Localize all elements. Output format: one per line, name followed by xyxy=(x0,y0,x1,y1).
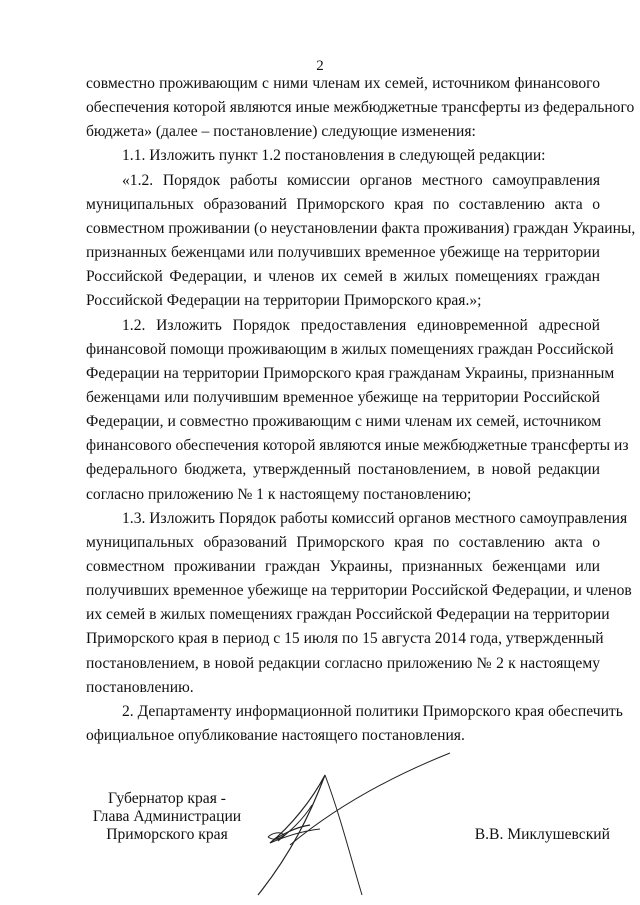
page-number: 2 xyxy=(316,58,324,74)
body-line: 1.1. Изложить пункт 1.2 постановления в следующей редакции: xyxy=(122,147,546,165)
signatory-title-line: Приморского края xyxy=(106,826,228,843)
body-line: беженцами или получившим временное убежище на территории Российской xyxy=(86,388,600,406)
body-line: постановлением, в новой редакции согласно приложению № 2 к настоящему xyxy=(86,654,600,672)
body-line: официальное опубликование настоящего постановления. xyxy=(86,727,465,745)
signatory-title-line: Глава Администрации xyxy=(92,808,242,825)
body-line: «1.2. Порядок работы комиссии органов местного самоуправления xyxy=(122,171,600,189)
body-line: муниципальных образований Приморского края по составлению акта о xyxy=(86,195,600,213)
body-line: бюджета» (далее – постановление) следующие изменения: xyxy=(86,123,476,141)
signatory-title xyxy=(92,790,242,844)
body-line: муниципальных образований Приморского края по составлению акта о xyxy=(86,533,600,551)
body-line: совместно проживающим с ними членам их семей, источником финансового xyxy=(86,75,600,92)
body-line: совместном проживании (о неустановлении факта проживания) граждан Украины, xyxy=(86,219,636,237)
body-line: Федерации, и совместно проживающим с ними членам их семей, источником xyxy=(86,413,602,431)
handwritten-signature xyxy=(250,745,480,905)
body-line: получивших временное убежище на территории Российской Федерации, и членов xyxy=(86,582,632,600)
body-line: Федерации на территории Приморского края гражданам Украины, признанным xyxy=(86,364,615,382)
body-line: Российской Федерации на территории Приморского края.»; xyxy=(86,292,482,310)
body-line: 1.3. Изложить Порядок работы комиссий органов местного самоуправления xyxy=(122,509,628,527)
body-line: признанных беженцами или получивших временное убежище на территории xyxy=(86,244,600,262)
body-line: Российской Федерации, и членов их семей в жилых помещениях граждан xyxy=(86,268,600,286)
body-line: постановлению. xyxy=(86,678,194,696)
body-line: 2. Департаменту информационной политики Приморского края обеспечить xyxy=(122,702,623,720)
body-line: совместном проживании граждан Украины, признанных беженцами или xyxy=(86,558,600,575)
body-line: 1.2. Изложить Порядок предоставления единовременной адресной xyxy=(122,316,600,334)
body-line: обеспечения которой являются иные межбюджетные трансферты из федерального xyxy=(86,99,635,117)
body-line: их семей в жилых помещениях граждан Российской Федерации на территории xyxy=(86,606,610,624)
body-line: федерального бюджета, утвержденный постановлением, в новой редакции xyxy=(86,461,600,479)
body-line: финансовой помощи проживающим в жилых помещениях граждан Российской xyxy=(86,340,614,358)
body-line: согласно приложению № 1 к настоящему постановлению; xyxy=(86,485,472,503)
body-line: финансового обеспечения которой являются иные межбюджетные трансферты из xyxy=(86,437,629,455)
signatory-title-line: Губернатор края - xyxy=(108,790,226,807)
body-line: Приморского края в период с 15 июля по 15 августа 2014 года, утвержденный xyxy=(86,630,604,648)
signatory-name: В.В. Миклушевский xyxy=(474,826,610,843)
